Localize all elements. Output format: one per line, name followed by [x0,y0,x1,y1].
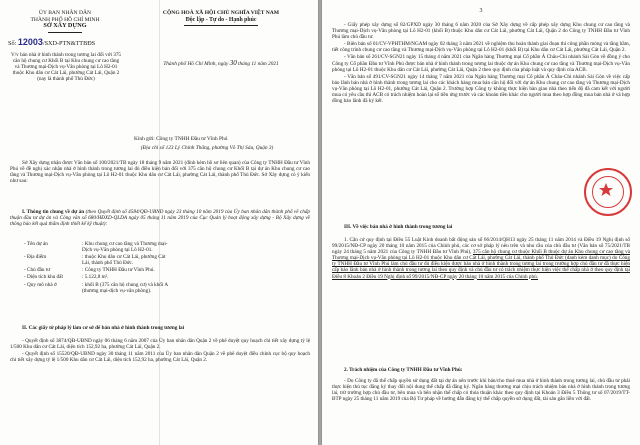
info-label: - Tên dự án [24,241,48,247]
info-value: : Khu chung cư cao tầng và Thương mại-Dịch vụ-Văn phòng tại Lô H2-01. [82,241,168,254]
date-day: 30 [229,59,237,67]
info-row [10,274,174,280]
page-number: 3 [479,8,483,14]
info-value: : 5.122,8 m². [82,274,109,281]
info-label: - Địa điểm [24,254,47,261]
info-label: - Diện tích khu đất [24,274,63,281]
document-page-2 [322,0,640,445]
issuer-line-3: SỞ XÂY DỰNG [43,22,87,30]
legal-item: - Biên bản số 01/CV-VPHTHM/NGAM ngày 02 tháng 3 năm 2021 về nghiệm thu hoàn thành giai đoạn thi công phần móng và tầng hầm, tiết công trình chung cư cao tầng và Thương mại-Dịch vụ-Văn phòng tại Lô H2-01 (khối B) tại Khu dân cư Cát Lái, phường Cát Lái, Quận 2. [332,41,630,54]
motto-underline [184,25,258,26]
issuer-header [6,10,124,30]
national-motto-line-1: CỘNG HOÀ XÃ HỘI CHỦ NGHĨA VIỆT NAM [162,10,280,16]
legal-item: - Văn bản số 491/CV-SGN21 ngày 14 tháng 7 năm 2021 của Ngân hàng Thương mại Cổ phần Á Châu-Chi nhánh Sài Gòn về việc cấp bảo lãnh bán nhà ở hình thành trong tương lai cho các khách hàng mua bán căn hộ đối với dự án Khu chung cư cao tầng và Thương mại-Dịch vụ-Văn phòng tại Lô H2-01, phường Cát Lái, Quận 2. Trường hợp Công ty không thực hiện bàn giao nhà theo tiến độ đã cam kết với người mua có yêu cầu thì ACB có trách nhiệm hoàn lại số tiền ứng trước và các khoản tiền khác cho người mua theo hợp đồng mua bán nhà ở và hợp đồng bảo lãnh đã ký kết. [332,73,630,105]
recipient: Kính gửi: Công ty TNHH Đầu tư Vĩnh Phú [134,136,228,142]
info-row [10,241,174,253]
number-suffix: /SXD-PTN&TTBĐS [42,40,96,47]
legal-list-continued [332,22,630,105]
national-motto-line-2: Độc lập - Tự do - Hạnh phúc [185,17,257,23]
info-row [10,282,174,294]
document-page-1 [0,0,318,445]
issuer-line-2: THÀNH PHỐ HỒ CHÍ MINH [30,16,100,23]
info-row [10,267,174,273]
legal-item: - Giấy phép xây dựng số 82/GPXD ngày 30 tháng 6 năm 2020 của Sở Xây dựng về cấp phép xây dựng Khu chung cư cao tầng và Thương mại-Dịch vụ-Văn phòng tại Lô H2-01 (khối B) thuộc Khu dân cư Cát Lái, phường Cát Lái, Quận 2 do Công ty TNHH Đầu tư Vĩnh Phú làm chủ đầu tư. [332,22,630,41]
info-label: - Quy mô nhà ở [24,281,57,288]
info-value: : Công ty TNHH Đầu tư Vĩnh Phú. [82,267,155,274]
section-1-title: I. Thông tin chung về dự án [22,209,85,215]
legal-item: - Quyết định số 15520/QĐ-UBND ngày 30 tháng 11 năm 2011 của Ủy ban nhân dân Quận 2 về phê duyệt điều chỉnh cục bộ quy hoạch chi tiết xây dựng tỷ lệ 1/500 Khu dân cư Cát Lái, diện tích 152,92 ha, phường Cát Lái, Quận 2. [10,351,310,364]
seal-star-icon [584,168,628,212]
section-1 [10,209,310,227]
subject-line: V/v bán nhà ở hình thành trong tương lai đối với 375 căn hộ chung cư Khối B tại Khu chung cư cao tầng và Thương mại-Dịch vụ-Văn phòng tại Lô H2-01 thuộc Khu dân cư Cát Lái, phường Cát Lái, Quận 2 (nay là thành phố Thủ Đức) [10,52,122,83]
document-number [8,37,126,47]
sub2-title: 2. Trách nhiệm của Công ty TNHH Đầu tư Vĩnh Phú: [344,367,463,373]
section-1-basis: (theo Quyết định số 4584/QĐ-UBND ngày 23 tháng 10 năm 2019 của Ủy ban nhân dân thành phố về chấp thuận đầu tư dự án và Công văn số 680/HĐXD-QLDA ngày 05 tháng 11 năm 2019 của Cục Quản lý hoạt động xây dựng - Bộ Xây dựng về thông báo kết quả thẩm định thiết kế kỹ thuật): [10,209,311,228]
info-label: - Chủ đầu tư [24,267,51,274]
legal-item: - Quyết định số 3874/QĐ-UBND ngày 06 tháng 6 năm 2007 của Ủy ban nhân dân Quận 2 về phê duyệt quy hoạch chi tiết xây dựng tỷ lệ 1/500 Khu dân cư Cát Lái, diện tích 152,92 ha, phường Cát Lái, Quận 2. [10,338,310,351]
national-header [128,10,314,24]
section-2-title: II. Các giấy tờ pháp lý làm cơ sở để bán nhà ở hình thành trong tương lai [22,325,185,331]
recipient-address: (Địa chỉ số 123 Lý Chính Thắng, phường Võ Thị Sáu, Quận 3) [140,145,274,151]
section-3-paragraph-1 [332,237,630,280]
date-suffix: tháng 11 năm 2021 [238,61,279,67]
info-row [10,254,174,266]
legal-list [10,338,310,364]
number-value: 12003 [17,37,43,47]
issuer-line-1: ỦY BAN NHÂN DÂN [38,10,92,16]
sub2-paragraph: - Do Công ty đã thế chấp quyền sử dụng đất tại dự án nên trước khi bán/cho thuê mua nhà ở hình thành trong tương lai, chủ đầu tư phải thực hiện thủ tục đăng ký thay đổi nội dung thế chấp đã đăng ký. Ngân hàng thương mại chịu trách nhiệm bán nhà ở hình thành trong tương lai, trừ trường hợp chủ đầu tư, bên mua và bên nhận thế chấp có thỏa thuận khác theo quy định tại Khoản 3 Điều 5 Thông tư số 07/2019/TT-BTP ngày 25 tháng 11 năm 2019 của Bộ Tư pháp về hướng dẫn đăng ký thế chấp quyền sử dụng đất, tài sản gắn liền với đất. [332,378,630,403]
date-prefix: Thành phố Hồ Chí Minh, ngày [163,61,229,67]
legal-item: - Văn bản số 261/CV-SGN21 ngày 15 tháng 4 năm 2021 của Ngân hàng Thương mại Cổ phần Á Châu-Chi nhánh Sài Gòn về đồng ý cho Công ty Cổ phần Đầu tư Vĩnh Phú được bán nhà ở hình thành trong tương lai thuộc dự án Khu chung cư cao tầng và Thương mại-Dịch vụ-Văn phòng tại Lô H2-01 thuộc Khu dân cư Cát Lái, phường Cát Lái, Quận 2 theo quy định của pháp luật và quy định của ACB. [332,54,630,73]
info-value: : thuộc Khu dân cư Cát Lái, phường Cát Lái, thành phố Thủ Đức. [82,254,166,267]
official-seal [584,168,632,216]
info-value: : khối B (375 căn hộ chung cư) và khối A (thương mại-dịch vụ-văn phòng). [82,281,168,294]
sub1-text: 1. Căn cứ quy định tại Điều 55 Luật Kinh doanh bất động sản số 66/2014/QH13 ngày 25 tháng 11 năm 2014 và Điều 19 Nghị định số 99/2015/NĐ-CP ngày 20 tháng 10 năm 2015 của Chính phủ, các cơ sở pháp lý nêu trên và nhu cầu của chủ đầu tư (Văn bản số 75/2021/TB ngày 24 tháng 5 năm 2021 của Công ty TNHH Đầu tư Vĩnh Phú), [332,237,630,256]
sub1-underlined-text: 375 căn hộ chung cư thuộc Khối B thuộc dự án Khu chung cư cao tầng và Thương mại-Dịch vụ-Văn phòng tại Lô H2-01 thuộc Khu dân cư Cát Lái, phường Cát Lái, thành phố Thủ Đức (danh kèm danh mục) do Công ty TNHH Đầu tư Vĩnh Phú làm chủ đầu tư đủ điều kiện được bán nhà ở hình thành trong tương lai trong trường hợp chủ đầu tư đã thực hiện cấp bảo lãnh bán nhà ở hình thành trong tương lai theo quy định và chủ đầu tư có trách nhiệm thực hiện việc thế chấp nhà ở theo quy định tại Điều 8 Khoản 2 Điều 19 Nghị định số 99/2015/NĐ-CP ngày 20 tháng 10 năm 2015 của Chính phủ. [332,249,630,280]
section-3-title: III. Về việc bán nhà ở hình thành trong tương lai [344,224,453,230]
project-info [10,241,174,295]
intro-paragraph: Sở Xây dựng nhận được Văn bản số 100/2021/TB ngày 18 tháng 9 năm 2021 (đính kèm hồ sơ liên quan) của Công ty TNHH Đầu tư Vĩnh Phú về đề nghị xác nhận nhà ở hình thành trong tương lai đủ điều kiện bán đối với 375 căn hộ chung cư Khối B tại dự án Khu chung cư cao tầng và Thương mại-Dịch vụ-Văn phòng tại Lô H2-01 thuộc Khu dân cư Cát Lái, phường Cát Lái, thành phố Thủ Đức. Sở Xây dựng có ý kiến như sau: [10,160,310,185]
number-prefix: Số: [8,40,17,47]
document-date [128,59,314,67]
issuer-underline [48,32,82,33]
